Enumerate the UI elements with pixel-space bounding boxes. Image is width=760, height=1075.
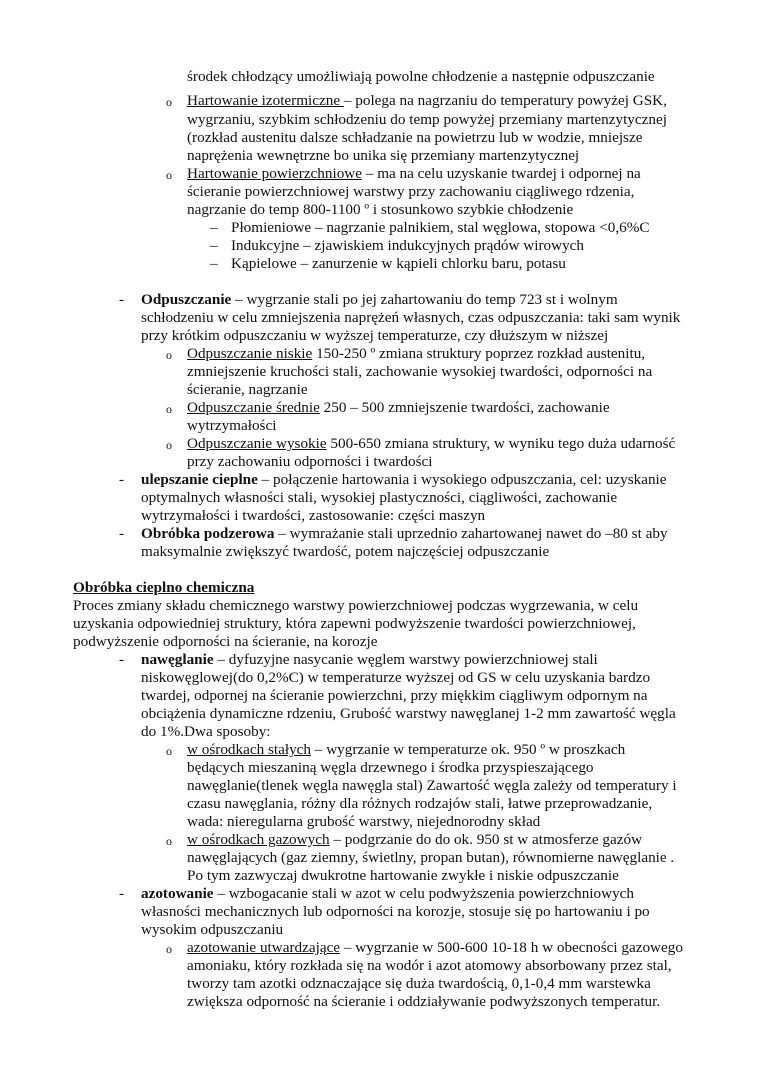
text-line: czasu nawęglania, różny dla różnych rodzajów stali, łatwe przeprowadzanie,: [187, 795, 653, 812]
list-item: Obróbka podzerowa – wymrażanie stali uprzednio zahartowanej nawet do –80 st aby: [141, 525, 668, 542]
text-line: wygrzaniu, szybkim schłodzeniu do temp powyżej przemiany martenzytycznej: [187, 111, 667, 128]
list-item: w ośrodkach stałych – wygrzanie w temperaturze ok. 950 º w proszkach: [187, 741, 626, 758]
list-item: Odpuszczanie wysokie 500-650 zmiana struktury, w wyniku tego duża udarność: [187, 435, 676, 452]
text-line: nagrzanie do temp 800-1100 º i stosunkowo szybkie chłodzenie: [187, 201, 574, 218]
circle-bullet-icon: o: [166, 744, 172, 758]
text-line: zmniejszenie kruchości stali, zachowanie wysokiej twardości, odporności na: [187, 363, 653, 380]
text-line: przy zachowaniu odporności i twardości: [187, 453, 433, 470]
list-item: w ośrodkach gazowych – podgrzanie do do ok. 950 st w atmosferze gazów: [187, 831, 643, 848]
term: w ośrodkach stałych: [187, 741, 311, 758]
term: Obróbka podzerowa: [141, 525, 275, 542]
term: Odpuszczanie wysokie: [187, 435, 327, 452]
section-heading: Obróbka cieplno chemiczna: [73, 579, 255, 596]
circle-bullet-icon: o: [166, 942, 172, 956]
text-line: uzyskania odpowiedniej struktury, która zapewni podwyższenie twardości powierzchniowej,: [73, 615, 636, 632]
list-item: Hartowanie izotermiczne – polega na nagrzaniu do temperatury powyżej GSK,: [187, 92, 667, 109]
text-line: podwyższenie odporności na ścieranie, na korozje: [73, 633, 378, 650]
circle-bullet-icon: o: [166, 95, 172, 109]
term: Odpuszczanie średnie: [187, 399, 320, 416]
term: Odpuszczanie niskie: [187, 345, 313, 362]
text-line: wytrzymałości: [187, 417, 277, 434]
text-line: ścieranie powierzchniowej warstwy przy zachowaniu ciągliwego rdzenia,: [187, 183, 635, 200]
bullet-icon: -: [119, 471, 125, 488]
dash-bullet-icon: –: [210, 237, 218, 254]
text-line: własności mechanicznych lub odporności na korozje, stosuje się po hartowaniu i po: [141, 903, 650, 920]
term: nawęglanie: [141, 651, 214, 668]
text-line: naprężenia wewnętrzne bo unika się przemiany martenzytycznej: [187, 147, 580, 164]
text-line: ścieranie, nagrzanie: [187, 381, 308, 398]
text-line: Po tym zazwyczaj dwukrotne hartowanie zwykłe i niskie odpuszczanie: [187, 867, 619, 884]
list-item: azotowanie – wzbogacanie stali w azot w celu podwyższenia powierzchniowych: [141, 885, 635, 902]
bullet-icon: -: [119, 885, 125, 902]
text-line: będących mieszaniną węgla drzewnego i środka przyspieszającego: [187, 759, 594, 776]
text-line: przy krótkim odpuszczaniu w wyższej temperaturze, czy dłuższym w niższej: [141, 327, 609, 344]
list-item: ulepszanie cieplne – połączenie hartowania i wysokiego odpuszczania, cel: uzyskanie: [141, 471, 667, 488]
text-line: optymalnych własności stali, wysokiej plastyczności, ciągliwości, zachowanie: [141, 489, 618, 506]
term: azotowanie utwardzające: [187, 939, 341, 956]
list-item: azotowanie utwardzające – wygrzanie w 500-600 10-18 h w obecności gazowego: [187, 939, 683, 956]
circle-bullet-icon: o: [166, 438, 172, 452]
text-line: obciążenia dynamiczne rdzeniu, Grubość warstwy nawęglanej 1-2 mm zawartość węgla: [141, 705, 676, 722]
text-line: tworzy tam azotki odznaczające się duża twardością, 0,1-0,4 mm warstewka: [187, 975, 651, 992]
text-line: nawęglających (gaz ziemny, świetlny, propan butan), równomierne nawęglanie .: [187, 849, 675, 866]
text-line: nawęglanie(tlenek węgla nawęgla stal) Zawartość węgla zależy od temperatury i: [187, 777, 677, 794]
term: Hartowanie izotermiczne: [187, 92, 344, 109]
sub-list-item: Kąpielowe – zanurzenie w kąpieli chlorku baru, potasu: [231, 255, 566, 272]
list-item: Hartowanie powierzchniowe – ma na celu uzyskanie twardej i odpornej na: [187, 165, 641, 182]
bullet-icon: -: [119, 291, 125, 308]
term: w ośrodkach gazowych: [187, 831, 330, 848]
text-line: (rozkład austenitu dalsze schładzanie na powietrzu lub w wodzie, mniejsze: [187, 129, 643, 146]
sub-list-item: Płomieniowe – nagrzanie palnikiem, stal węglowa, stopowa <0,6%C: [231, 219, 650, 236]
circle-bullet-icon: o: [166, 168, 172, 182]
text-line: wytrzymałości i twardości, zastosowanie: części maszyn: [141, 507, 486, 524]
list-item: Odpuszczanie średnie 250 – 500 zmniejszenie twardości, zachowanie: [187, 399, 610, 416]
bullet-icon: -: [119, 525, 125, 542]
text-line: maksymalnie zwiększyć twardość, potem najczęściej odpuszczanie: [141, 543, 550, 560]
text-line: do 1%.Dwa sposoby:: [141, 723, 271, 740]
dash-bullet-icon: –: [210, 255, 218, 272]
list-item: Odpuszczanie – wygrzanie stali po jej zahartowaniu do temp 723 st i wolnym: [141, 291, 618, 308]
sub-list-item: Indukcyjne – zjawiskiem indukcyjnych prądów wirowych: [231, 237, 585, 254]
circle-bullet-icon: o: [166, 402, 172, 416]
circle-bullet-icon: o: [166, 348, 172, 362]
bullet-icon: -: [119, 651, 125, 668]
circle-bullet-icon: o: [166, 834, 172, 848]
dash-bullet-icon: –: [210, 219, 218, 236]
list-item: nawęglanie – dyfuzyjne nasycanie węglem warstwy powierzchniowej stali: [141, 651, 598, 668]
text-line: wada: nieregularna grubość warstwy, niejednorodny skład: [187, 813, 541, 830]
text-line: niskowęglowej(do 0,2%C) w temperaturze wyższej od GS w celu uzyskania bardzo: [141, 669, 651, 686]
text-line: zwiększa odporność na ścieranie i oddziaływanie podwyższonych temperatur.: [187, 993, 661, 1010]
term: azotowanie: [141, 885, 214, 902]
text-line: wysokim odpuszczaniu: [141, 921, 284, 938]
text-line: twardej, odpornej na ścieranie powierzchni, przy miękkim ciągliwym odpornym na: [141, 687, 648, 704]
term: ulepszanie cieplne: [141, 471, 258, 488]
text-line: schłodzeniu w celu zmniejszenia naprężeń własnych, czas odpuszczania: taki sam wynik: [141, 309, 681, 326]
text-line: środek chłodzący umożliwiają powolne chłodzenie a następnie odpuszczanie: [187, 68, 655, 85]
text-line: amoniaku, który rozkłada się na wodór i azot atomowy absorbowany przez stal,: [187, 957, 672, 974]
list-item: Odpuszczanie niskie 150-250 º zmiana struktury poprzez rozkład austenitu,: [187, 345, 646, 362]
text-line: Proces zmiany składu chemicznego warstwy powierzchniowej podczas wygrzewania, w celu: [73, 597, 639, 614]
term: Hartowanie powierzchniowe: [187, 165, 363, 182]
term: Odpuszczanie: [141, 291, 232, 308]
